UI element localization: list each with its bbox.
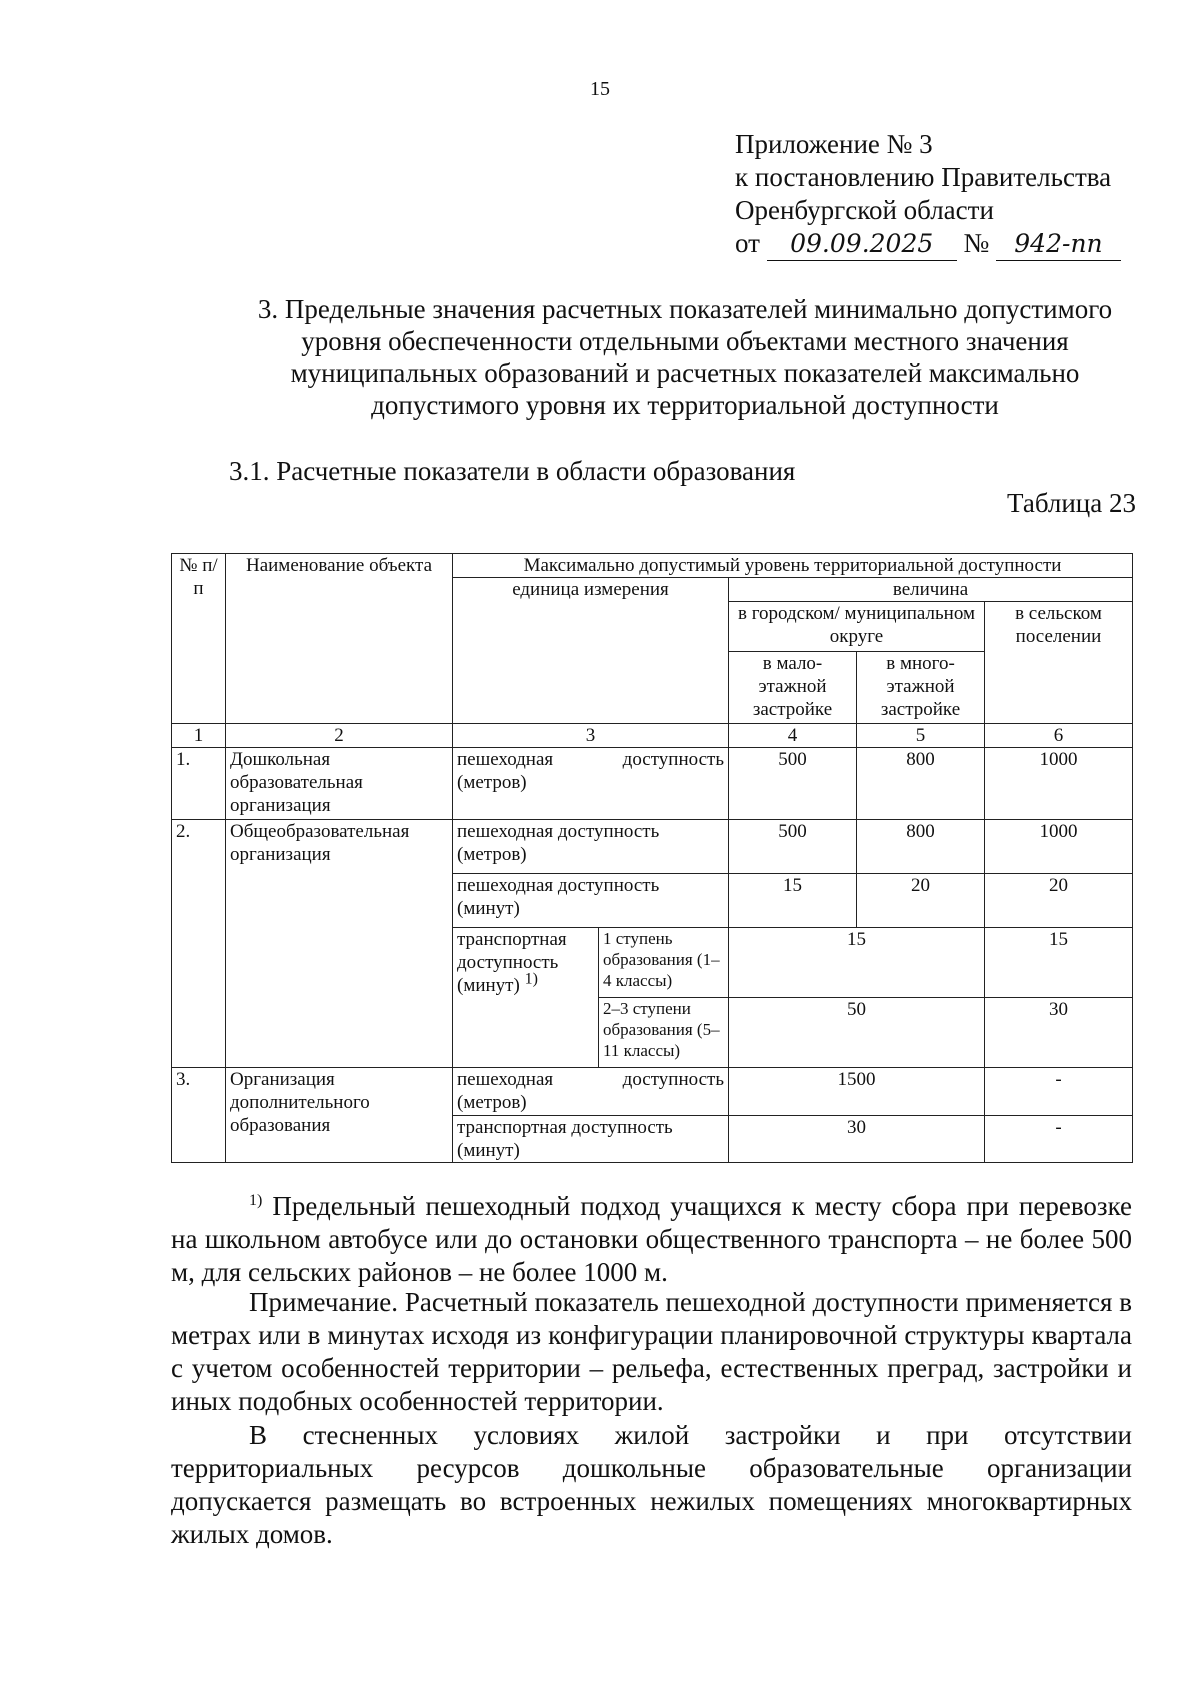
row-num: 2. [172, 820, 226, 1068]
row-unit [453, 1068, 729, 1116]
annex-number-label: № [963, 228, 990, 258]
stage-2: 2–3 ступени образования (5–11 классы) [599, 998, 729, 1068]
header-urban: в городском/ муниципальном округе [729, 602, 985, 652]
header-max-level: Максимально допустимый уровень территориальной доступности [453, 554, 1133, 578]
value-rural: 1000 [985, 820, 1133, 874]
table-row [172, 748, 1133, 820]
section-title-line-3: муниципальных образований и расчетных показателей максимально [290, 358, 1080, 388]
footnote-text: Предельный пешеходный подход учащихся к месту сбора при перевозке на школьном автобусе или до остановки общественного транспорта – не более 500 м, для сельских районов – не более 1000 м. [171, 1191, 1132, 1287]
unit-word-a: пешеходная [457, 749, 554, 770]
unit-word-b: доступность [622, 749, 724, 770]
unit-word-c: (метров) [457, 772, 527, 793]
footnote [171, 1190, 1132, 1289]
annex-date-line [735, 227, 1121, 261]
col-number: 6 [985, 724, 1133, 748]
note-text: Примечание. Расчетный показатель пешеходной доступности применяется в метрах или в минутах исходя из конфигурации планировочной структуры квартала с учетом особенностей территории – рельефа, естественных преград, застройки и иных подобных особенностей территории. [171, 1287, 1132, 1416]
annex-block [735, 128, 1121, 261]
section-title-line-2: уровня обеспеченности отдельными объектами местного значения [301, 326, 1069, 356]
header-name: Наименование объекта [226, 554, 453, 724]
value-rural: 15 [985, 928, 1133, 998]
row-num: 1. [172, 748, 226, 820]
header-rural: в сельском поселении [985, 602, 1133, 724]
unit-word-a: пешеходная [457, 1069, 554, 1090]
row-unit: пешеходная доступность (метров) [453, 820, 729, 874]
row-name: Общеобразовательная организация [226, 820, 453, 1068]
value-urban: 30 [729, 1116, 985, 1163]
footnote-marker: 1) [249, 1192, 263, 1209]
col-number: 3 [453, 724, 729, 748]
section-title-line-1: 3. Предельные значения расчетных показателей минимально допустимого [257, 294, 1113, 324]
unit-word-b: доступность [622, 1069, 724, 1090]
value-rural: 1000 [985, 748, 1133, 820]
col-number: 5 [857, 724, 985, 748]
accessibility-table [171, 553, 1133, 1163]
section-title-line-4: допустимого уровня их территориальной доступности [371, 390, 999, 420]
col-number: 2 [226, 724, 453, 748]
footnote-marker: 1) [524, 970, 538, 988]
header-high-rise: в много-этажной застройке [857, 652, 985, 724]
annex-number: 942-пп [996, 227, 1121, 261]
row-num: 3. [172, 1068, 226, 1163]
value-high-rise: 800 [857, 820, 985, 874]
col-number: 4 [729, 724, 857, 748]
page-number: 15 [590, 78, 610, 100]
annex-line-3: Оренбургской области [735, 195, 994, 225]
table-row [172, 1068, 1133, 1116]
value-urban: 50 [729, 998, 985, 1068]
value-high-rise: 800 [857, 748, 985, 820]
value-rural: - [985, 1116, 1133, 1163]
closing-text: В стесненных условиях жилой застройки и при отсутствии территориальных ресурсов дошкольные образовательные организации допускается размещать во встроенных нежилых помещениях многоквартирных жилых домов. [171, 1420, 1132, 1549]
transport-unit-text: транспортная доступность (минут) [457, 929, 567, 996]
value-rural: 30 [985, 998, 1133, 1068]
transport-unit [453, 928, 599, 1068]
value-rural: 20 [985, 874, 1133, 928]
annex-line-1: Приложение № 3 [735, 129, 933, 159]
row-unit: транспортная доступность (минут) [453, 1116, 729, 1163]
header-unit: единица измерения [453, 578, 729, 724]
value-low-rise: 15 [729, 874, 857, 928]
column-number-row [172, 724, 1133, 748]
header-row-1 [172, 554, 1133, 578]
value-low-rise: 500 [729, 820, 857, 874]
col-number: 1 [172, 724, 226, 748]
value-high-rise: 20 [857, 874, 985, 928]
row-name: Организация дополнительного образования [226, 1068, 453, 1163]
row-unit [453, 748, 729, 820]
annex-from-label: от [735, 228, 760, 258]
table-row [172, 820, 1133, 874]
closing-paragraph [171, 1419, 1132, 1551]
header-low-rise: в мало-этажной застройке [729, 652, 857, 724]
row-unit: пешеходная доступность (минут) [453, 874, 729, 928]
value-urban: 15 [729, 928, 985, 998]
header-value: величина [729, 578, 1133, 602]
unit-word-c: (метров) [457, 1092, 527, 1113]
section-title [225, 293, 1145, 421]
header-num: № п/п [172, 554, 226, 724]
row-name: Дошкольная образовательная организация [226, 748, 453, 820]
subsection-title: 3.1. Расчетные показатели в области образования [229, 456, 796, 486]
value-urban: 1500 [729, 1068, 985, 1116]
annex-date: 09.09.2025 [767, 227, 957, 261]
stage-1: 1 ступень образования (1–4 классы) [599, 928, 729, 998]
value-rural: - [985, 1068, 1133, 1116]
table-label: Таблица 23 [1007, 488, 1136, 518]
annex-line-2: к постановлению Правительства [735, 162, 1112, 192]
value-low-rise: 500 [729, 748, 857, 820]
note-paragraph [171, 1286, 1132, 1418]
